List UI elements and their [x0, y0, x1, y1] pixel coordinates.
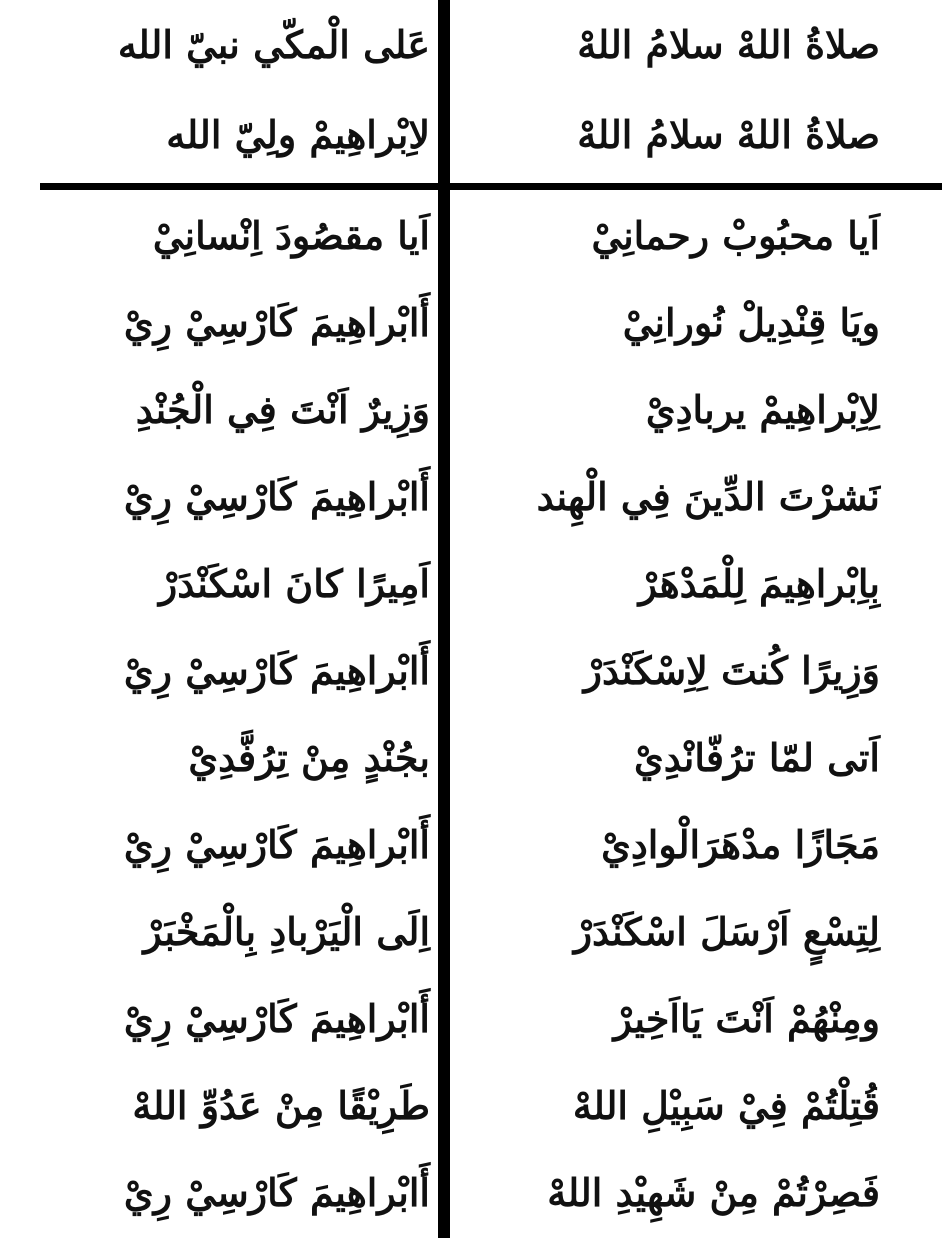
verse-line: اَيا مقصُودَ اِنْسانِيْ [152, 213, 430, 258]
header-line: صلاةُ اللهْ سلامُ اللهْ [577, 22, 880, 67]
verse-line: طَرِيْقًا مِنْ عَدُوِّ اللهْ [132, 1083, 430, 1128]
verse-line: ومِنْهُمْ اَنْتَ يَااَخِيرْ [613, 996, 880, 1041]
verse-line: اَمِيرًا كانَ اسْكَنْدَرْ [158, 561, 430, 606]
verse-line: اَتى لمّا ترُفّانْدِيْ [634, 735, 880, 780]
header-left-column [40, 0, 430, 180]
verse-line: اِلَى الْيَرْبادِ بِالْمَخْبَرْ [143, 909, 430, 954]
verse-line: فَصِرْتُمْ مِنْ شَهِيْدِ اللهْ [547, 1170, 880, 1215]
verse-line: وَزِيرًا كُنتَ لِاِسْكَنْدَرْ [583, 648, 880, 693]
verse-line: ويَا قِنْدِيلْ نُورانِيْ [622, 300, 880, 345]
header-right-column [470, 0, 880, 180]
verse-line: بِاِبْراهِيمَ لِلْمَدْهَرْ [638, 561, 880, 606]
refrain-line: أَابْراهِيمَ كَارْسِيْ رِيْ [123, 300, 430, 345]
refrain-line: أَابْراهِيمَ كَارْسِيْ رِيْ [123, 1170, 430, 1215]
verse-line: وَزِيرٌ اَنْتَ فِي الْجُنْدِ [135, 387, 430, 432]
refrain-line: أَابْراهِيمَ كَارْسِيْ رِيْ [123, 648, 430, 693]
refrain-line: أَابْراهِيمَ كَارْسِيْ رِيْ [123, 996, 430, 1041]
header-line: عَلى الْمكّي نبيّ الله [117, 22, 430, 67]
horizontal-divider [40, 183, 942, 190]
verse-line: مَجَازًا مدْهَرَالْوادِيْ [601, 822, 880, 867]
header-line: لاِبْراهِيمْ ولِيّ الله [166, 112, 430, 157]
verse-left-column [40, 192, 430, 1236]
verse-line: بجُنْدٍ مِنْ تِرُفَّدِيْ [188, 735, 430, 780]
refrain-line: أَابْراهِيمَ كَارْسِيْ رِيْ [123, 474, 430, 519]
header-line: صلاةُ اللهْ سلامُ اللهْ [577, 112, 880, 157]
verse-line: اَيا محبُوبْ رحمانِيْ [591, 213, 880, 258]
verse-line: نَشرْتَ الدِّينَ فِي الْهِند [536, 474, 880, 519]
verse-line: لِاِبْراهِيمْ يربادِيْ [645, 387, 880, 432]
verse-line: قُتِلْتُمْ فِيْ سَبِيْلِ اللهْ [572, 1083, 880, 1128]
refrain-line: أَابْراهِيمَ كَارْسِيْ رِيْ [123, 822, 430, 867]
verse-right-column [470, 192, 880, 1236]
verse-line: لِتِسْعٍ اَرْسَلَ اسْكَنْدَرْ [573, 909, 880, 954]
